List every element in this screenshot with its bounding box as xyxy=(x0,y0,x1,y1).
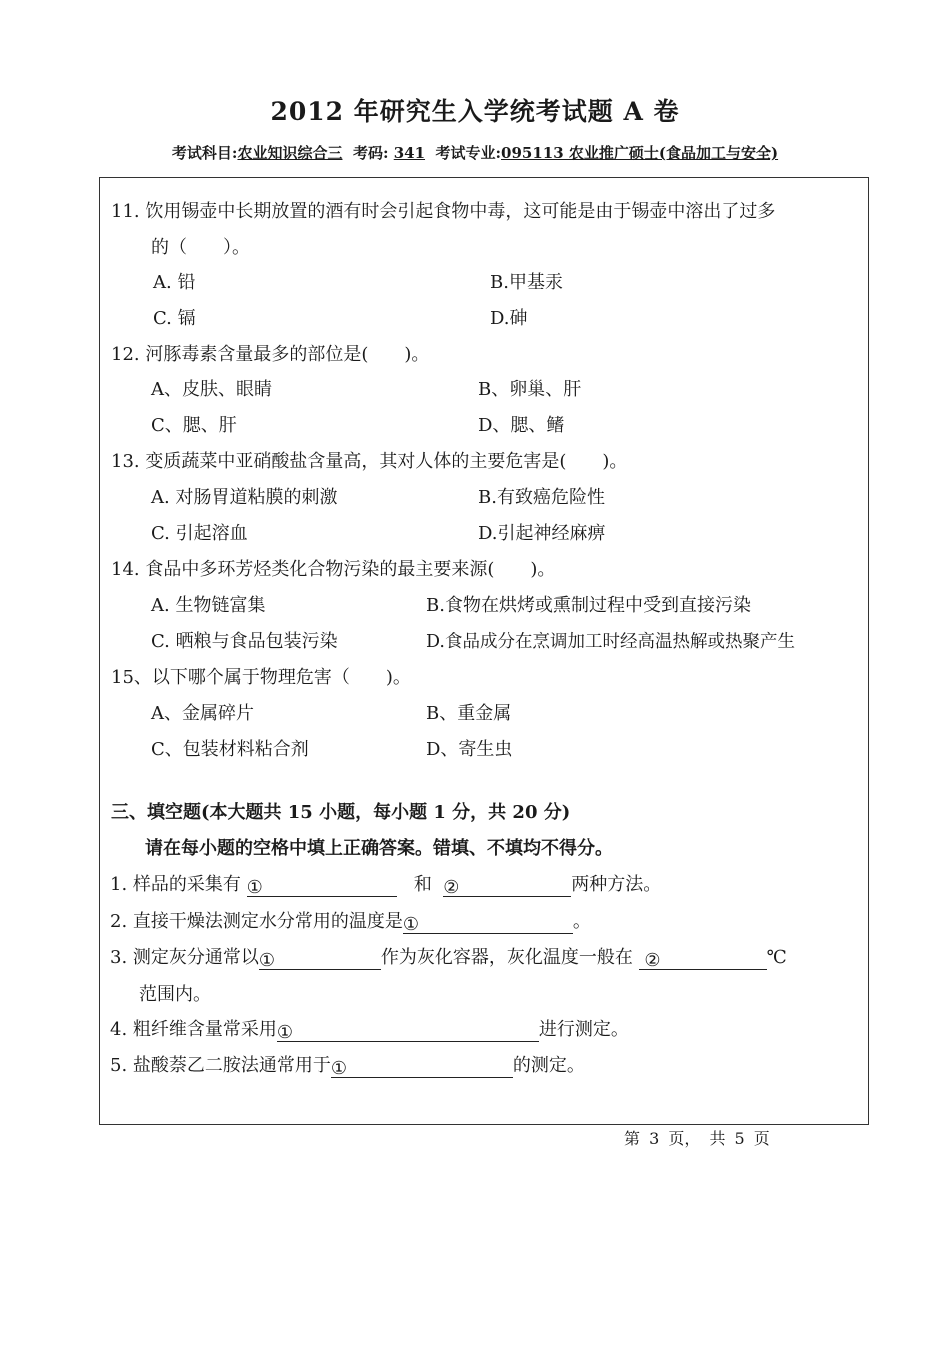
page-number: 第 3 页， 共 5 页 xyxy=(624,1129,770,1148)
subject-label: 考试科目: xyxy=(171,144,238,162)
section-instruction: 请在每小题的空格中填上正确答案。错填、不填均不得分。 xyxy=(145,838,613,859)
blank-1-1[interactable]: ① xyxy=(247,876,397,897)
option-11-a: A. 铅 xyxy=(153,272,196,293)
option-12-a: A、皮肤、眼睛 xyxy=(151,379,272,400)
option-12-c: C、腮、肝 xyxy=(151,415,237,436)
question-12: 12. 河豚毒素含量最多的部位是( )。 xyxy=(111,344,430,365)
blank-5-1[interactable]: ① xyxy=(331,1057,513,1078)
code-value: 341 xyxy=(393,144,426,162)
option-13-d: D.引起神经麻痹 xyxy=(478,523,606,544)
option-15-b: B、重金属 xyxy=(426,703,512,724)
fill-item-4: 4. 粗纤维含量常采用① 进行测定。 xyxy=(110,1019,629,1043)
option-14-a: A. 生物链富集 xyxy=(151,595,266,616)
option-13-a: A. 对肠胃道粘膜的刺激 xyxy=(151,487,338,508)
section-heading: 三、填空题(本大题共 15 小题，每小题 1 分，共 20 分) xyxy=(111,802,571,823)
fill-item-3-cont: 范围内。 xyxy=(139,984,211,1005)
fill-item-3: 3. 测定灰分通常以① 作为灰化容器，灰化温度一般在 ② ℃ xyxy=(110,947,787,971)
option-11-b: B.甲基汞 xyxy=(490,272,563,293)
blank-2-1[interactable]: ① xyxy=(403,913,573,934)
question-15: 15、以下哪个属于物理危害（ )。 xyxy=(111,667,411,688)
option-15-a: A、金属碎片 xyxy=(151,703,254,724)
subject-value: 农业知识综合三 xyxy=(237,144,343,162)
option-13-b: B.有致癌危险性 xyxy=(478,487,605,508)
blank-3-1[interactable]: ① xyxy=(259,949,381,970)
option-14-d: D.食品成分在烹调加工时经高温热解或热聚产生 xyxy=(426,632,795,652)
option-13-c: C. 引起溶血 xyxy=(151,523,248,544)
option-11-d: D.砷 xyxy=(490,308,528,329)
major-value: 095113 农业推广硕士(食品加工与安全) xyxy=(501,144,779,162)
code-label: 考码: xyxy=(352,144,389,162)
question-11-cont: 的（ ）。 xyxy=(151,237,250,258)
question-14: 14. 食品中多环芳烃类化合物污染的最主要来源( )。 xyxy=(111,559,556,580)
option-12-b: B、卵巢、肝 xyxy=(478,379,582,400)
fill-item-2: 2. 直接干燥法测定水分常用的温度是① 。 xyxy=(110,911,591,935)
fill-item-5: 5. 盐酸萘乙二胺法通常用于① 的测定。 xyxy=(110,1055,585,1079)
option-15-d: D、寄生虫 xyxy=(426,739,513,760)
option-12-d: D、腮、鳍 xyxy=(478,415,565,436)
question-11: 11. 饮用锡壶中长期放置的酒有时会引起食物中毒，这可能是由于锡壶中溶出了过多 xyxy=(111,201,776,222)
blank-3-2[interactable]: ② xyxy=(639,949,767,970)
question-13: 13. 变质蔬菜中亚硝酸盐含量高，其对人体的主要危害是( )。 xyxy=(111,451,628,472)
option-14-b: B.食物在烘烤或熏制过程中受到直接污染 xyxy=(426,595,751,616)
exam-info xyxy=(0,142,950,163)
blank-1-2[interactable]: ② xyxy=(443,876,571,897)
blank-4-1[interactable]: ① xyxy=(277,1021,539,1042)
exam-title: 2012 年研究生入学统考试题 A 卷 xyxy=(270,97,680,126)
option-15-c: C、包装材料粘合剂 xyxy=(151,739,309,760)
option-11-c: C. 镉 xyxy=(153,308,196,329)
fill-item-1: 1. 样品的采集有 ① 和 ② 两种方法。 xyxy=(110,874,662,898)
option-14-c: C. 晒粮与食品包装污染 xyxy=(151,631,338,652)
major-label: 考试专业: xyxy=(435,144,502,162)
